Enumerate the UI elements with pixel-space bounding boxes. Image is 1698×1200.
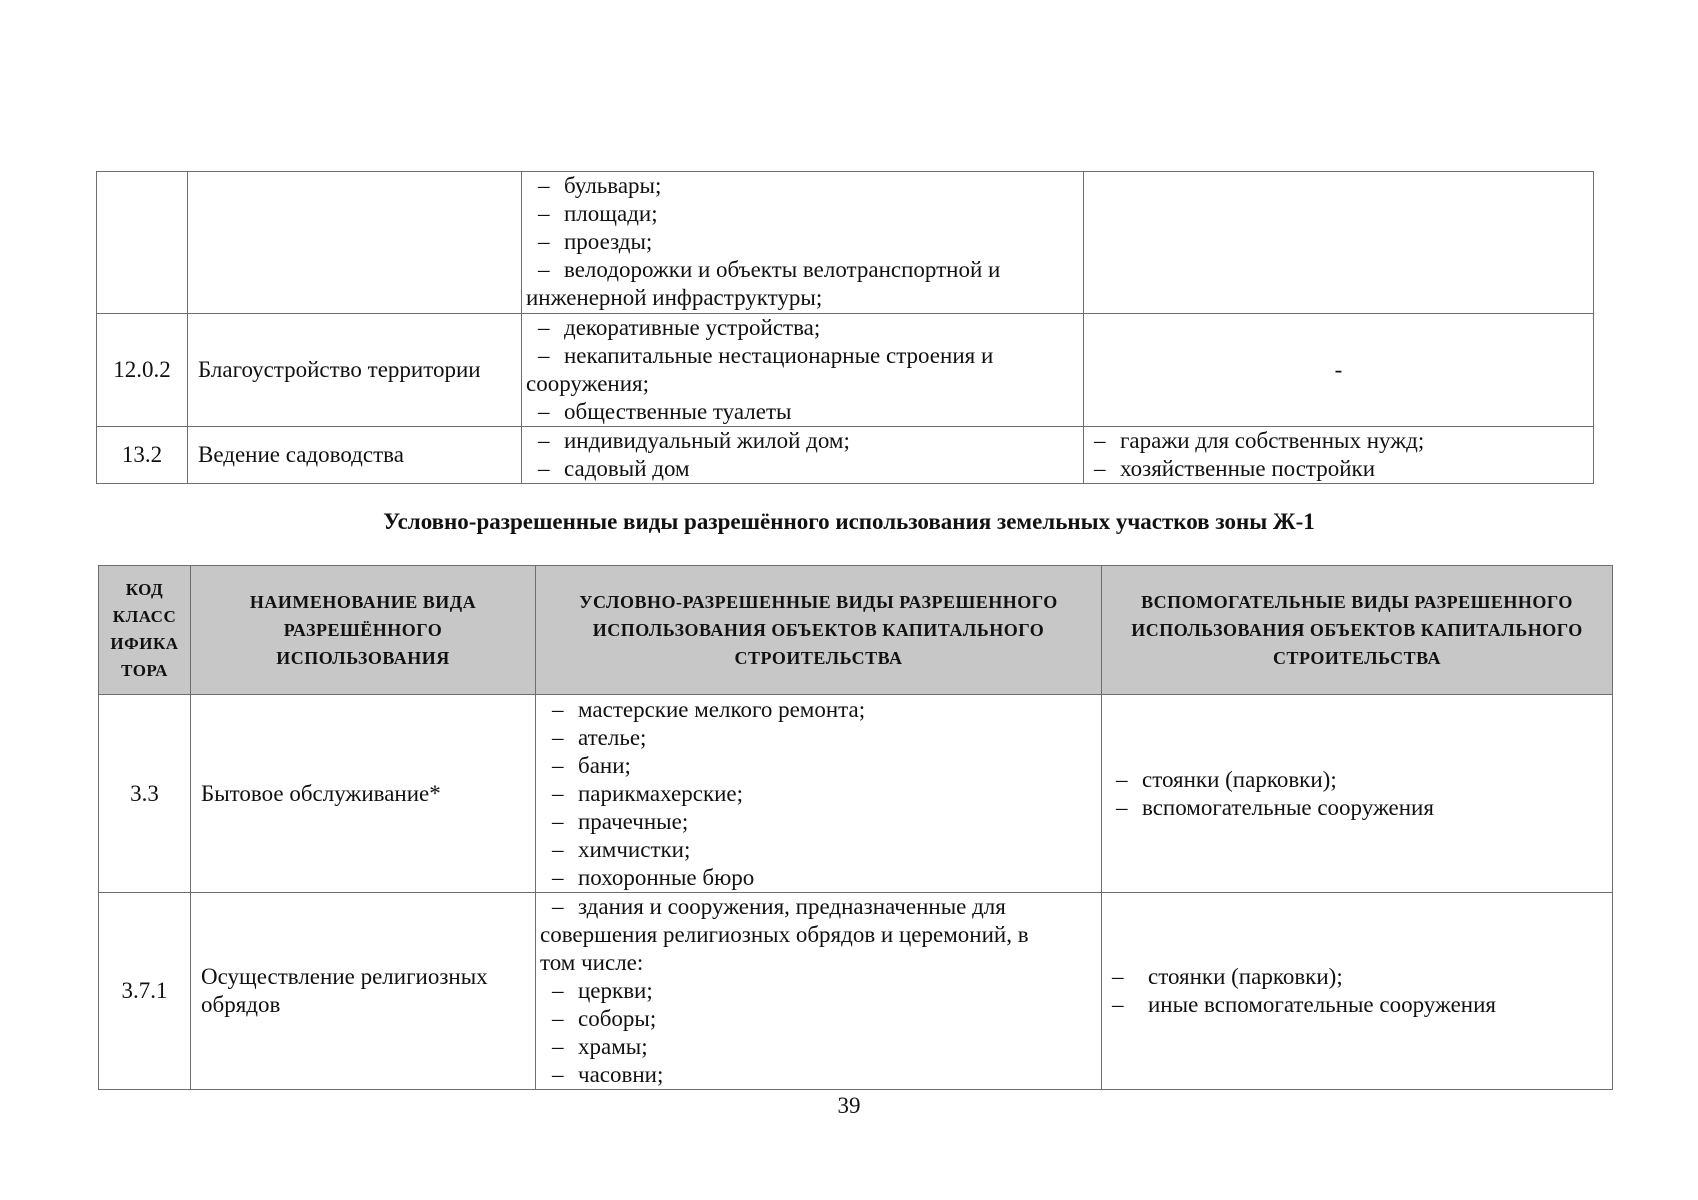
table-row — [99, 695, 1613, 893]
list-item: – некапитальные нестационарные строения и — [538, 343, 994, 368]
list-item: – площади; — [538, 201, 658, 226]
auxiliary-uses-list — [1102, 963, 1612, 1019]
list-item: – вспомогательные сооружения — [1116, 794, 1434, 820]
list-item: – соборы; — [552, 1006, 657, 1031]
auxiliary-uses-cell — [1102, 695, 1613, 893]
list-item: – прачечные; — [552, 808, 689, 834]
list-item: – индивидуальный жилой дом; — [538, 428, 850, 453]
table-row — [97, 427, 1594, 484]
conditional-uses-list — [536, 696, 1101, 892]
header-code: КОД КЛАСС ИФИКА ТОРА — [99, 566, 191, 695]
list-item-continuation: сооружения; — [526, 371, 649, 396]
list-item: – стоянки (парковки); — [1112, 964, 1343, 989]
list-item: – стоянки (парковки); — [1116, 766, 1337, 792]
list-item: – храмы; — [552, 1034, 648, 1059]
conditional-use-table — [98, 565, 1613, 1090]
code-cell: 3.3 — [99, 695, 191, 893]
header-conditional-uses: УСЛОВНО-РАЗРЕШЕННЫЕ ВИДЫ РАЗРЕШЕННОГО ИСПОЛЬЗОВАНИЯ ОБЪЕКТОВ КАПИТАЛЬНОГО СТРОИТЕЛЬСТВА — [536, 566, 1102, 695]
table-row — [99, 893, 1613, 1090]
list-item-continuation: совершения религиозных обрядов и церемоний, в — [540, 922, 1029, 947]
aux-uses-cell: - — [1084, 314, 1594, 427]
list-item: – гаражи для собственных нужд; — [1094, 428, 1425, 453]
list-item: – ателье; — [552, 724, 647, 750]
main-uses-list — [522, 172, 1083, 312]
list-item: – велодорожки и объекты велотранспортной и — [538, 257, 1001, 282]
main-uses-cell — [522, 427, 1084, 484]
page-number: 39 — [837, 1093, 861, 1118]
list-item: – часовни; — [552, 1062, 664, 1087]
header-auxiliary-uses: ВСПОМОГАТЕЛЬНЫЕ ВИДЫ РАЗРЕШЕННОГО ИСПОЛЬЗОВАНИЯ ОБЪЕКТОВ КАПИТАЛЬНОГО СТРОИТЕЛЬСТВА — [1102, 566, 1613, 695]
code-cell: 3.7.1 — [99, 893, 191, 1090]
list-item: – общественные туалеты — [538, 399, 792, 424]
name-cell — [188, 172, 522, 314]
section-title: Условно-разрешенные виды разрешённого использования земельных участков зоны Ж-1 — [383, 509, 1315, 534]
list-item: – похоронные бюро — [552, 864, 755, 890]
aux-uses-cell — [1084, 172, 1594, 314]
header-name: НАИМЕНОВАНИЕ ВИДА РАЗРЕШЁННОГО ИСПОЛЬЗОВАНИЯ — [191, 566, 536, 695]
main-use-table-continuation — [96, 171, 1594, 484]
list-item-continuation: инженерной инфраструктуры; — [526, 285, 823, 310]
main-uses-cell — [522, 314, 1084, 427]
list-item: – декоративные устройства; — [538, 315, 821, 340]
code-cell: 12.0.2 — [97, 314, 188, 427]
conditional-uses-cell — [536, 695, 1102, 893]
name-cell: Ведение садоводства — [188, 427, 522, 484]
auxiliary-uses-list — [1102, 766, 1612, 822]
aux-uses-list — [1084, 427, 1593, 483]
list-item: – химчистки; — [552, 836, 691, 862]
aux-uses-cell — [1084, 427, 1594, 484]
list-item: – проезды; — [538, 229, 653, 254]
main-uses-list — [522, 314, 1083, 426]
main-uses-cell — [522, 172, 1084, 314]
list-item: – бульвары; — [538, 173, 662, 198]
table-row — [97, 172, 1594, 314]
list-item: – здания и сооружения, предназначенные для — [552, 894, 1006, 919]
name-cell: Благоустройство территории — [188, 314, 522, 427]
name-cell: Осуществление религиозных обрядов — [191, 893, 536, 1090]
table-row — [97, 314, 1594, 427]
conditional-uses-cell — [536, 893, 1102, 1090]
code-cell: 13.2 — [97, 427, 188, 484]
list-item: – мастерские мелкого ремонта; — [552, 696, 866, 722]
list-item: – парикмахерские; — [552, 780, 744, 806]
code-cell — [97, 172, 188, 314]
list-item-continuation: том числе: — [540, 950, 644, 975]
list-item: – бани; — [552, 752, 631, 778]
list-item: – церкви; — [552, 978, 653, 1003]
main-uses-list — [522, 427, 1083, 483]
conditional-uses-list — [536, 893, 1101, 1089]
list-item: – иные вспомогательные сооружения — [1112, 992, 1496, 1017]
name-cell: Бытовое обслуживание* — [191, 695, 536, 893]
table-header-row — [99, 566, 1613, 695]
list-item: – хозяйственные постройки — [1094, 456, 1376, 481]
auxiliary-uses-cell — [1102, 893, 1613, 1090]
list-item: – садовый дом — [538, 456, 690, 481]
